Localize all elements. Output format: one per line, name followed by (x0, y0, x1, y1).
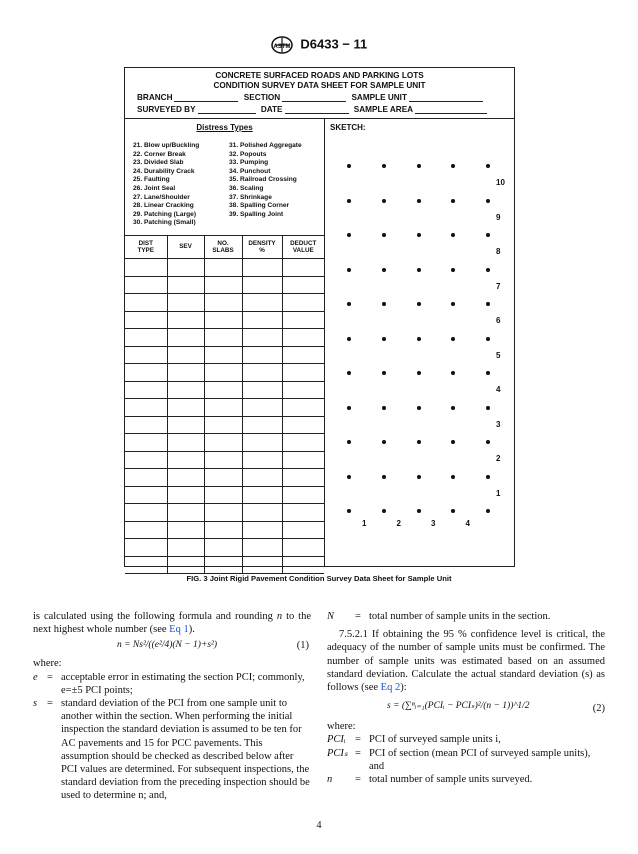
page-number: 4 (316, 820, 322, 831)
table-cell[interactable] (282, 381, 324, 399)
table-cell[interactable] (125, 329, 167, 347)
equation-2: s = (∑ⁿᵢ₌₁(PCIᵢ − PCIₛ)²/(n − 1))^1/2 (2) (387, 701, 605, 715)
table-cell[interactable] (282, 451, 324, 469)
condition-survey-form (124, 67, 515, 567)
table-cell[interactable] (167, 451, 204, 469)
sketch-dot (451, 199, 455, 203)
table-cell[interactable] (282, 521, 324, 539)
table-cell[interactable] (167, 399, 204, 417)
sketch-dot (417, 233, 421, 237)
sketch-dot (486, 475, 490, 479)
table-cell[interactable] (167, 294, 204, 312)
distress-item: 25. Faulting (133, 176, 170, 184)
table-cell[interactable] (125, 259, 167, 277)
table-row (125, 399, 324, 417)
table-cell[interactable] (125, 504, 167, 522)
table-cell[interactable] (204, 381, 242, 399)
sketch-dot (347, 268, 351, 272)
table-row (125, 294, 324, 312)
table-cell[interactable] (167, 276, 204, 294)
distress-item: 23. Divided Slab (133, 159, 184, 167)
table-cell[interactable] (204, 556, 242, 574)
left-column (33, 610, 311, 803)
distress-item: 24. Durability Crack (133, 167, 195, 175)
sketch-dot (347, 302, 351, 306)
sketch-row-label: 10 (496, 178, 505, 187)
table-cell[interactable] (242, 381, 282, 399)
figure-caption: FIG. 3 Joint Rigid Pavement Condition Survey Data Sheet for Sample Unit (186, 574, 452, 583)
where-label-2: where: (327, 721, 356, 733)
table-cell[interactable] (125, 521, 167, 539)
distress-item: 35. Railroad Crossing (229, 176, 297, 184)
table-cell[interactable] (125, 451, 167, 469)
sample-unit-field[interactable] (409, 93, 483, 102)
sketch-dot (417, 371, 421, 375)
section-field[interactable] (282, 93, 346, 102)
form-divider (125, 118, 514, 119)
table-cell[interactable] (204, 399, 242, 417)
table-cell[interactable] (242, 486, 282, 504)
sketch-dot (417, 268, 421, 272)
table-cell[interactable] (125, 381, 167, 399)
table-cell[interactable] (125, 539, 167, 557)
form-line-2 (137, 105, 490, 114)
sketch-dot (382, 268, 386, 272)
designation: D6433 − 11 (300, 36, 368, 52)
sketch-label: SKETCH: (330, 123, 366, 132)
sketch-dot (451, 164, 455, 168)
surveyed-by-label: SURVEYED BY (137, 105, 196, 114)
table-cell[interactable] (125, 416, 167, 434)
sketch-dot (347, 164, 351, 168)
table-row (125, 329, 324, 347)
table-cell[interactable] (242, 416, 282, 434)
table-cell[interactable] (167, 434, 204, 452)
form-line-1 (137, 93, 486, 102)
header-dist-type: DIST TYPE (125, 236, 167, 259)
sketch-col-label: 2 (396, 519, 401, 528)
distress-item: 38. Spalling Corner (229, 202, 290, 210)
sketch-dot (382, 509, 386, 513)
sketch-dot (451, 233, 455, 237)
sketch-row-label: 9 (496, 212, 501, 222)
sketch-row-label: 1 (496, 488, 501, 498)
page-header (0, 36, 638, 54)
sketch-row-label: 5 (496, 350, 501, 360)
table-row (125, 504, 324, 522)
table-cell[interactable] (167, 311, 204, 329)
table-row (125, 556, 324, 574)
table-cell[interactable] (242, 469, 282, 487)
sketch-dot (451, 475, 455, 479)
table-cell[interactable] (242, 294, 282, 312)
table-cell[interactable] (125, 311, 167, 329)
table-cell[interactable] (167, 381, 204, 399)
header-deduct-value: DEDUCT VALUE (282, 236, 324, 259)
sketch-row-label: 2 (496, 454, 501, 463)
table-cell[interactable] (204, 451, 242, 469)
table-row (125, 276, 324, 294)
distress-types-title: Distress Types (196, 123, 253, 132)
sketch-dot (486, 302, 490, 306)
astm-logo-icon (271, 36, 293, 54)
table-cell[interactable] (242, 504, 282, 522)
table-cell[interactable] (167, 486, 204, 504)
table-cell[interactable] (282, 346, 324, 364)
table-cell[interactable] (282, 259, 324, 277)
table-cell[interactable] (242, 311, 282, 329)
sketch-dot (347, 337, 351, 341)
sketch-dot (417, 337, 421, 341)
table-cell[interactable] (167, 259, 204, 277)
table-cell[interactable] (167, 469, 204, 487)
table-cell[interactable] (125, 294, 167, 312)
sketch-dot (451, 509, 455, 513)
date-label: DATE (260, 105, 283, 114)
table-cell[interactable] (204, 539, 242, 557)
sketch-dot (486, 337, 490, 341)
table-row (125, 346, 324, 364)
sketch-dot (417, 440, 421, 444)
sketch-dot (486, 440, 490, 444)
definition-s: s = standard deviation of the PCI from one sample unit to another within the section. When performing the initial inspection the standard deviation is assumed to be ten for AC pavements and 15 for PCC pavements. This assumption should be checked as described below after PCI values are determined. For subsequent inspections, the standard deviation from the preceding inspection should be used to determine n; and, (33, 698, 310, 802)
intro-paragraph: is calculated using the following formula and rounding n to the next highest whole number (see Eq 1). (33, 611, 312, 636)
sketch-dot (382, 199, 386, 203)
table-cell[interactable] (242, 521, 282, 539)
table-row (125, 434, 324, 452)
definition-pcii: PCIᵢ = PCI of surveyed sample units i, (327, 734, 501, 746)
section-label: SECTION (243, 93, 281, 102)
distress-item: 30. Patching (Small) (133, 219, 196, 227)
sketch-dot (382, 371, 386, 375)
sketch-dot (417, 475, 421, 479)
table-cell[interactable] (125, 434, 167, 452)
distress-list-right (229, 142, 302, 219)
table-row (125, 521, 324, 539)
table-cell[interactable] (125, 346, 167, 364)
sketch-dot (347, 440, 351, 444)
distress-item: 37. Shrinkage (229, 193, 272, 201)
table-cell[interactable] (125, 399, 167, 417)
table-cell[interactable] (204, 276, 242, 294)
table-cell[interactable] (282, 469, 324, 487)
distress-item: 36. Scaling (229, 184, 264, 192)
header-no-slabs: NO. SLABS (204, 236, 242, 259)
sketch-dot (486, 164, 490, 168)
table-cell[interactable] (167, 504, 204, 522)
table-cell[interactable] (282, 504, 324, 522)
table-cell[interactable] (125, 276, 167, 294)
sketch-dot (417, 199, 421, 203)
table-cell[interactable] (242, 556, 282, 574)
table-cell[interactable] (242, 329, 282, 347)
table-cell[interactable] (204, 259, 242, 277)
table-cell[interactable] (282, 364, 324, 382)
table-cell[interactable] (204, 311, 242, 329)
sketch-row-label: 4 (496, 385, 501, 394)
distress-list-left (133, 142, 199, 228)
table-cell[interactable] (282, 539, 324, 557)
table-header-row (125, 236, 324, 259)
table-row (125, 311, 324, 329)
table-cell[interactable] (167, 416, 204, 434)
distress-item: 39. Spalling Joint (229, 210, 284, 218)
table-cell[interactable] (282, 329, 324, 347)
sketch-row-label: 7 (496, 281, 501, 291)
sketch-col-label: 4 (465, 519, 470, 528)
distress-entry-table (125, 235, 324, 574)
table-cell[interactable] (242, 364, 282, 382)
header-sev: SEV (167, 236, 204, 259)
distress-item: 31. Polished Aggregate (229, 142, 302, 149)
table-cell[interactable] (204, 486, 242, 504)
distress-item: 29. Patching (Large) (133, 210, 197, 218)
table-row (125, 381, 324, 399)
form-title-1: CONCRETE SURFACED ROADS AND PARKING LOTS (215, 71, 424, 80)
table-cell[interactable] (282, 399, 324, 417)
sketch-dot (486, 199, 490, 203)
definition-e: e = acceptable error in estimating the section PCI; commonly, e=±5 PCI points; (33, 671, 305, 696)
table-cell[interactable] (282, 276, 324, 294)
distress-item: 27. Lane/Shoulder (133, 193, 190, 201)
table-cell[interactable] (242, 259, 282, 277)
sketch-dot (347, 199, 351, 203)
sketch-dot (417, 302, 421, 306)
date-field[interactable] (285, 105, 349, 114)
table-row (125, 486, 324, 504)
table-row (125, 259, 324, 277)
table-cell[interactable] (204, 416, 242, 434)
table-cell[interactable] (204, 294, 242, 312)
distress-item: 22. Corner Break (133, 150, 186, 158)
table-cell[interactable] (125, 469, 167, 487)
sketch-dot (451, 302, 455, 306)
distress-item: 32. Popouts (229, 150, 267, 158)
sketch-dot (451, 406, 455, 410)
sketch-row-label: 8 (496, 247, 501, 256)
table-cell[interactable] (125, 486, 167, 504)
table-cell[interactable] (204, 346, 242, 364)
table-cell[interactable] (242, 434, 282, 452)
sketch-row-label: 6 (496, 316, 501, 325)
form-vertical-divider (324, 118, 325, 566)
sketch-dot (347, 233, 351, 237)
sketch-dot (347, 475, 351, 479)
sketch-dot (347, 406, 351, 410)
sketch-dot (382, 233, 386, 237)
sketch-dot (382, 337, 386, 341)
sketch-col-label: 3 (431, 519, 436, 528)
equation-1: n = Ns²/((e²/4)(N − 1)+s²) (1) (117, 640, 309, 652)
sample-unit-label: SAMPLE UNIT (351, 93, 407, 102)
table-row (125, 416, 324, 434)
table-cell[interactable] (282, 434, 324, 452)
surveyed-by-field[interactable] (198, 105, 256, 114)
table-cell[interactable] (242, 399, 282, 417)
sketch-dot (417, 509, 421, 513)
table-cell[interactable] (282, 294, 324, 312)
table-cell[interactable] (282, 416, 324, 434)
definition-pcis: PCIₛ = PCI of section (mean PCI of surveyed sample units), and (327, 747, 591, 772)
sketch-dot (451, 440, 455, 444)
distress-item: 28. Linear Cracking (133, 202, 194, 210)
table-cell[interactable] (167, 364, 204, 382)
form-title-2: CONDITION SURVEY DATA SHEET FOR SAMPLE UNIT (213, 81, 426, 90)
sample-area-field[interactable] (415, 105, 487, 114)
table-cell[interactable] (125, 556, 167, 574)
table-cell[interactable] (242, 276, 282, 294)
sketch-dot (451, 337, 455, 341)
branch-label: BRANCH (137, 93, 173, 102)
table-cell[interactable] (167, 521, 204, 539)
sketch-dot (382, 475, 386, 479)
sketch-dot (486, 268, 490, 272)
sketch-col-label: 1 (362, 519, 367, 528)
sketch-dot (451, 371, 455, 375)
definition-N: N = total number of sample units in the section. (327, 611, 551, 622)
table-cell[interactable] (204, 434, 242, 452)
paragraph-7-5-2-1: 7.5.2.1 If obtaining the 95 % confidence level is critical, the adequacy of the number of sample units must be confirmed. The number of sample units was estimated based on an assumed standard deviation. Calculate the actual standard deviation (s) as follows (see Eq 2): (327, 629, 605, 694)
sketch-dot (417, 164, 421, 168)
table-cell[interactable] (125, 364, 167, 382)
sample-area-label: SAMPLE AREA (353, 105, 414, 114)
table-cell[interactable] (204, 329, 242, 347)
table-cell[interactable] (242, 346, 282, 364)
table-cell[interactable] (204, 469, 242, 487)
eq2-link[interactable]: Eq 2 (380, 682, 401, 694)
header-density: DENSITY % (242, 236, 282, 259)
where-label: where: (33, 658, 62, 670)
table-cell[interactable] (167, 539, 204, 557)
distress-item: 21. Blow up/Buckling (133, 142, 200, 149)
table-cell[interactable] (204, 504, 242, 522)
sketch-dot (486, 233, 490, 237)
table-cell[interactable] (282, 486, 324, 504)
sketch-dot (486, 406, 490, 410)
table-row (125, 364, 324, 382)
sketch-dot (486, 371, 490, 375)
distress-item: 33. Pumping (229, 159, 269, 167)
branch-field[interactable] (174, 93, 238, 102)
sketch-dot (347, 371, 351, 375)
table-cell[interactable] (167, 346, 204, 364)
sketch-dot (486, 509, 490, 513)
sketch-dot (347, 509, 351, 513)
svg-text:ASTM: ASTM (273, 44, 291, 50)
table-cell[interactable] (282, 556, 324, 574)
table-row (125, 469, 324, 487)
distress-item: 34. Punchout (229, 167, 271, 175)
distress-item: 26. Joint Seal (133, 184, 176, 192)
table-cell[interactable] (167, 556, 204, 574)
sketch-dot (382, 440, 386, 444)
table-cell[interactable] (204, 521, 242, 539)
table-row (125, 539, 324, 557)
table-row (125, 451, 324, 469)
sketch-dot (382, 302, 386, 306)
definition-n: n = total number of sample units surveyed. (327, 774, 533, 786)
sketch-dot (417, 406, 421, 410)
table-cell[interactable] (242, 539, 282, 557)
table-cell[interactable] (242, 451, 282, 469)
right-column (327, 610, 605, 786)
table-cell[interactable] (167, 329, 204, 347)
sketch-dot (382, 164, 386, 168)
eq1-link[interactable]: Eq 1 (169, 624, 189, 636)
table-cell[interactable] (282, 311, 324, 329)
sketch-row-label: 3 (496, 419, 501, 429)
sketch-dot (451, 268, 455, 272)
table-cell[interactable] (204, 364, 242, 382)
sketch-dot (382, 406, 386, 410)
